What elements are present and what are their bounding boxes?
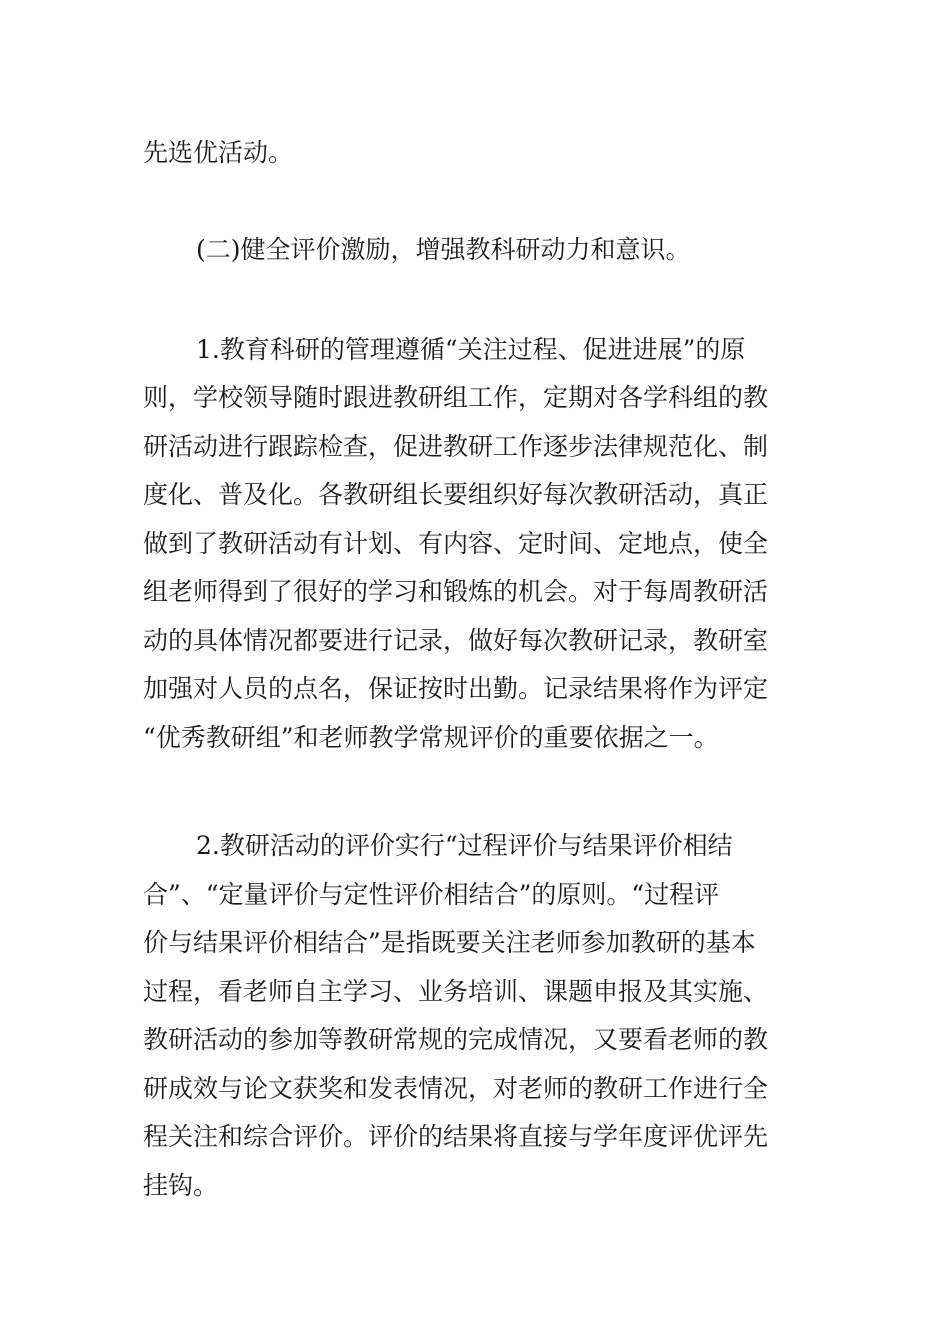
paragraph-line: 研成效与论文获奖和发表情况，对老师的教研工作进行全 (143, 1074, 769, 1103)
paragraph-line: 做到了教研活动有计划、有内容、定时间、定地点，使全 (143, 529, 769, 558)
paragraph-line: 组老师得到了很好的学习和锻炼的机会。对于每周教研活 (143, 577, 769, 606)
paragraph-line: 1.教育科研的管理遵循“关注过程、促进进展”的原 (196, 335, 746, 364)
paragraph-line: 挂钩。 (143, 1171, 219, 1200)
intro-tail-line: 先选优活动。 (143, 138, 294, 167)
paragraph-line: 动的具体情况都要进行记录，做好每次教研记录，教研室 (143, 626, 769, 655)
paragraph-line: 2.教研活动的评价实行“过程评价与结果评价相结 (196, 831, 733, 860)
paragraph-line: 合”、“定量评价与定性评价相结合”的原则。“过程评 (143, 880, 720, 909)
paragraph-line: 加强对人员的点名，保证按时出勤。记录结果将作为评定 (143, 674, 769, 703)
paragraph-line: 教研活动的参加等教研常规的完成情况，又要看老师的教 (143, 1025, 769, 1054)
paragraph-line: 过程，看老师自主学习、业务培训、课题申报及其实施、 (143, 977, 769, 1006)
paragraph-line: 则，学校领导随时跟进教研组工作，定期对各学科组的教 (143, 383, 769, 412)
paragraph-line: 程关注和综合评价。评价的结果将直接与学年度评优评先 (143, 1122, 769, 1151)
section-heading: (二)健全评价激励，增强教科研动力和意识。 (196, 235, 691, 264)
paragraph-line: 研活动进行跟踪检查，促进教研工作逐步法律规范化、制 (143, 432, 769, 461)
paragraph-line: “优秀教研组”和老师教学常规评价的重要依据之一。 (143, 723, 719, 752)
paragraph-line: 度化、普及化。各教研组长要组织好每次教研活动，真正 (143, 480, 769, 509)
paragraph-line: 价与结果评价相结合”是指既要关注老师参加教研的基本 (143, 928, 756, 957)
